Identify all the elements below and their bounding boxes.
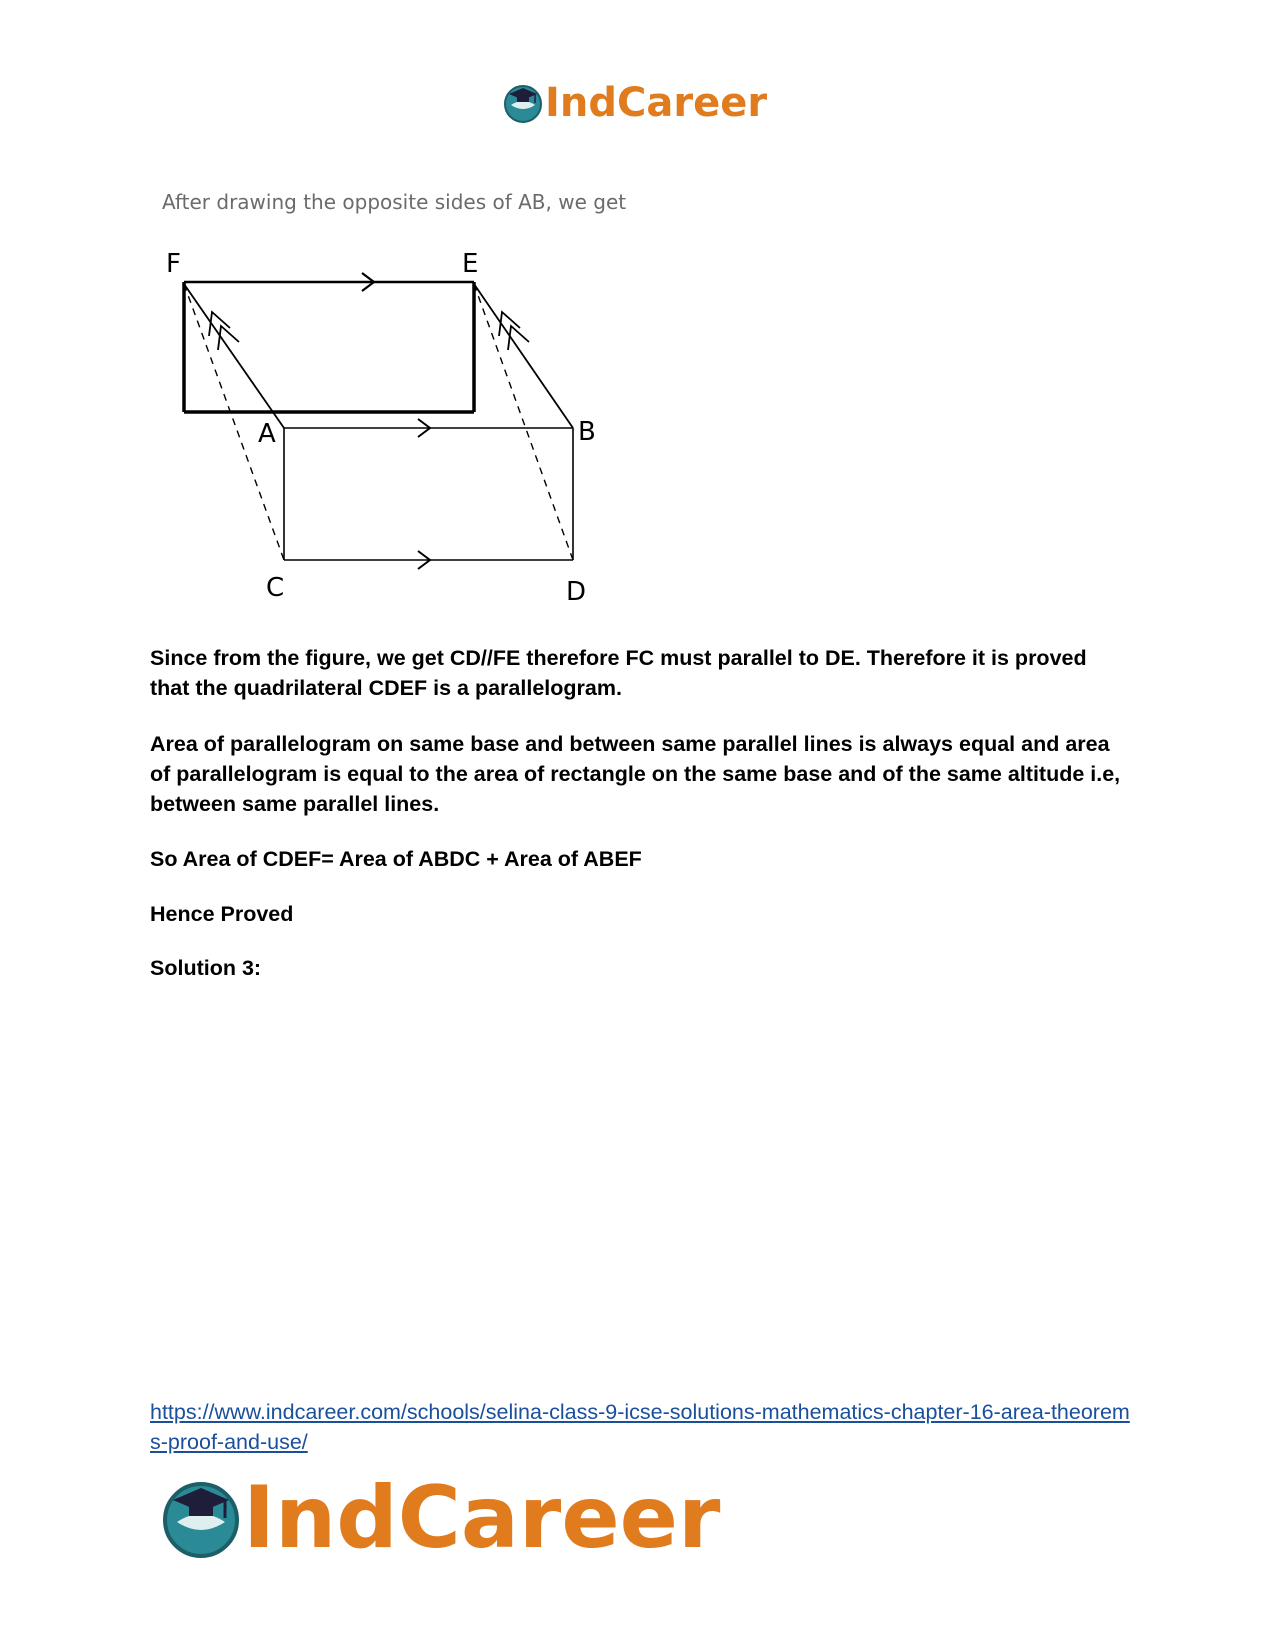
graduation-cap-globe-icon <box>503 83 543 123</box>
paragraph-parallel-proof: Since from the figure, we get CD//FE therefore FC must parallel to DE. Therefore it is proved that the quadrilateral CDEF is a parallelogram. <box>150 646 1087 700</box>
footer-logo <box>161 1468 720 1568</box>
slant-be <box>474 284 573 428</box>
paragraph-area-equation: So Area of CDEF= Area of ABDC + Area of ABEF <box>150 847 642 871</box>
header-logo-text: IndCareer <box>545 80 768 126</box>
label-a: A <box>258 419 276 449</box>
dashed-ed <box>474 284 573 560</box>
label-b: B <box>578 417 596 447</box>
label-f: F <box>166 249 181 279</box>
label-e: E <box>462 249 479 279</box>
footer-logo-text: IndCareer <box>243 1468 721 1568</box>
paragraph-area-rule: Area of parallelogram on same base and between same parallel lines is always equal and area of parallelogram is equal to the area of rectangle on the same base and of the same altitude i.e, between same parallel lines. <box>150 732 1121 816</box>
label-d: D <box>566 577 587 607</box>
graduation-cap-globe-icon <box>161 1478 241 1558</box>
figure-caption: After drawing the opposite sides of AB, we get <box>162 190 627 214</box>
parallelogram-figure <box>160 240 610 610</box>
solution-heading: Solution 3: <box>150 956 262 980</box>
header-logo <box>503 80 767 126</box>
slant-af <box>184 284 284 428</box>
rectangle-abdc <box>284 428 573 560</box>
source-url-link[interactable]: https://www.indcareer.com/schools/selina-class-9-icse-solutions-mathematics-chapter-16-area-theorems-proof-and-use/ <box>150 1400 1130 1454</box>
label-c: C <box>266 573 285 603</box>
paragraph-hence-proved: Hence Proved <box>150 902 294 926</box>
